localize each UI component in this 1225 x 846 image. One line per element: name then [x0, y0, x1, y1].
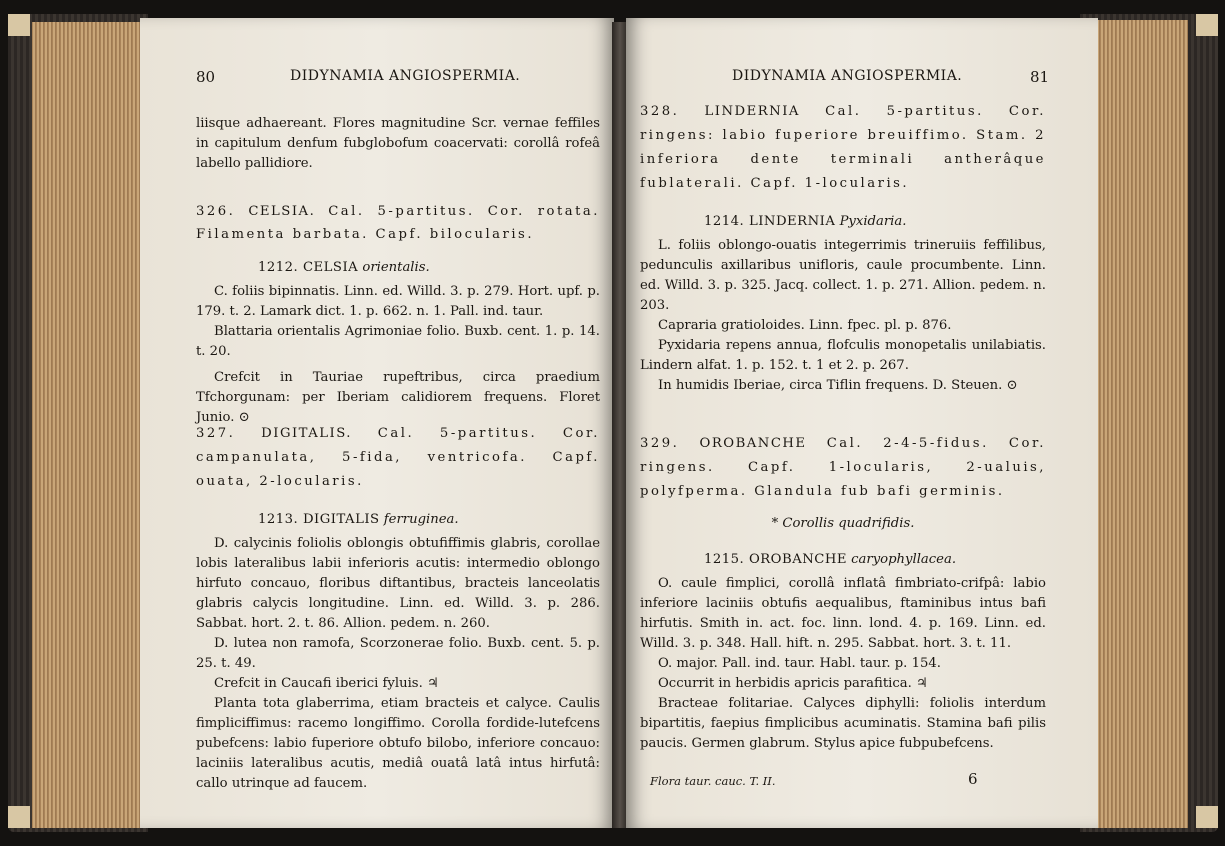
species-description: Bracteae folitariae. Calyces diphylli: foliolis interdum bipartitis, faepius fimplicibus acuminatis. Stamina bafi pilis paucis. Germen glabrum. Stylus apice fubpubefcens. [640, 696, 1046, 751]
cover-corner [1196, 806, 1218, 828]
left-page [140, 18, 614, 828]
species-epithet: Pyxidaria. [839, 214, 907, 229]
species-description: Planta tota glaberrima, etiam bracteis et calyce. Caulis fimpliciffimus: racemo longiffimo. Corolla fordide-lutefcens pubefcens: labio fuperiore obtufo bilobo, inferiore concauo: laciniis lateralibus acutis, mediâ ouatâ latâ intus hirfutâ: callo utrinque ad faucem. [196, 696, 600, 791]
cover-corner [1196, 14, 1218, 36]
species-habitat: Crefcit in Tauriae rupeftribus, circa praedium Tfchorgunam: per Iberiam calidiorem frequens. Floret Junio. ⊙ [196, 370, 600, 425]
species-synonym: O. major. Pall. ind. taur. Habl. taur. p. 154. [658, 656, 941, 671]
species-diagnosis: O. caule fimplici, corollâ inflatâ fimbriato-crifpâ: labio inferiore laciniis obtufis aequalibus, ftaminibus intus bafi hirfutis. Smith in. act. foc. linn. lond. 4. p. 169. Linn. ed. Willd. 3. p. 348. Hall. hift. n. 295. Sabbat. hort. 3. t. 11. [640, 576, 1046, 651]
species-1213 [196, 510, 600, 794]
genus-name: CELSIA. [248, 204, 316, 219]
page-edges-right [1096, 20, 1188, 828]
cover-corner [8, 14, 30, 36]
genus-description: Cal. 5-partitus. Cor. rotata. Filamenta barbata. Capf. bilocularis. [196, 204, 600, 242]
species-habitat: Occurrit in herbidis apricis parafitica. ♃ [658, 676, 928, 691]
species-1215 [640, 550, 1046, 754]
cover-corner [8, 806, 30, 828]
species-heading: 1212. CELSIA [258, 260, 359, 275]
species-habitat: Crefcit in Caucafi iberici fyluis. ♃ [214, 676, 439, 691]
genus-326 [196, 200, 600, 246]
species-habitat: In humidis Iberiae, circa Tiflin frequens. D. Steuen. ⊙ [658, 378, 1018, 393]
species-synonym: D. lutea non ramofa, Scorzonerae folio. Buxb. cent. 5. p. 25. t. 49. [196, 636, 600, 671]
species-diagnosis: L. foliis oblongo-ouatis integerrimis trineruiis feffilibus, pedunculis axillaribus unifloris, caule procumbente. Linn. ed. Willd. 3. p. 325. Jacq. collect. 1. p. 271. Allion. pedem. n. 203. [640, 238, 1046, 313]
genus-329 [640, 432, 1046, 504]
genus-description: Cal. 5-partitus. Cor. campanulata, 5-fida, ventricofa. Capf. ouata, 2-locularis. [196, 426, 600, 489]
genus-name: DIGITALIS. [261, 426, 353, 441]
genus-description: Cal. 2-4-5-fidus. Cor. ringens. Capf. 1-locularis, 2-ualuis, polyfperma. Glandula fub bafi germinis. [640, 436, 1046, 499]
running-head: DIDYNAMIA ANGIOSPERMIA. [732, 68, 963, 84]
species-diagnosis: D. calycinis foliolis oblongis obtufiffimis glabris, corollae lobis lateralibus labii inferioris acutis: intermedio oblongo hirfuto concauo, floribus diftantibus, bracteis lanceolatis glabris calycis longitudine. Linn. ed. Willd. 3. p. 286. Sabbat. hort. 2. t. 86. Allion. pedem. n. 260. [196, 536, 600, 631]
species-heading: 1213. DIGITALIS [258, 512, 380, 527]
genus-327 [196, 422, 600, 494]
page-number: 81 [1030, 68, 1050, 86]
genus-number: 329. [640, 436, 680, 451]
section-heading: * Corollis quadrifidis. [771, 516, 915, 531]
genus-name: LINDERNIA [704, 104, 800, 119]
species-diagnosis: C. foliis bipinnatis. Linn. ed. Willd. 3. p. 279. Hort. upf. p. 179. t. 2. Lamark dict. 1. p. 662. n. 1. Pall. ind. taur. [196, 284, 600, 319]
genus-number: 328. [640, 104, 680, 119]
genus-328 [640, 100, 1046, 196]
genus-name: OROBANCHE [699, 436, 807, 451]
species-epithet: caryophyllacea. [851, 552, 957, 567]
genus-description: Cal. 5-partitus. Cor. ringens: labio fuperiore breuiffimo. Stam. 2 inferiora dente terminali antherâque fublaterali. Capf. 1-locularis. [640, 104, 1046, 191]
right-page [626, 18, 1098, 828]
signature-mark: 6 [968, 770, 978, 788]
genus-number: 327. [196, 426, 236, 441]
species-synonym: Pyxidaria repens annua, flofculis monopetalis unilabiatis. Lindern alfat. 1. p. 152. t. 1 et 2. p. 267. [640, 338, 1046, 373]
species-epithet: orientalis. [362, 260, 430, 275]
genus-number: 326. [196, 204, 236, 219]
page-number: 80 [196, 68, 216, 86]
species-1214 [640, 212, 1046, 396]
running-head: DIDYNAMIA ANGIOSPERMIA. [290, 68, 521, 84]
species-synonym: Blattaria orientalis Agrimoniae folio. Buxb. cent. 1. p. 14. t. 20. [196, 324, 600, 359]
continuation-paragraph: liisque adhaereant. Flores magnitudine Scr. vernae feffiles in capitulum denfum fubglobofum coacervati: corollâ rofeâ labello pallidiore. [196, 116, 600, 171]
species-epithet: ferruginea. [383, 512, 459, 527]
species-1212 [196, 258, 600, 428]
species-heading: 1214. LINDERNIA [704, 214, 836, 229]
footer-signature-line: Flora taur. cauc. T. II. [650, 774, 776, 788]
species-synonym: Capraria gratioloides. Linn. fpec. pl. p. 876. [658, 318, 952, 333]
page-edges-left [32, 22, 144, 828]
species-heading: 1215. OROBANCHE [704, 552, 847, 567]
